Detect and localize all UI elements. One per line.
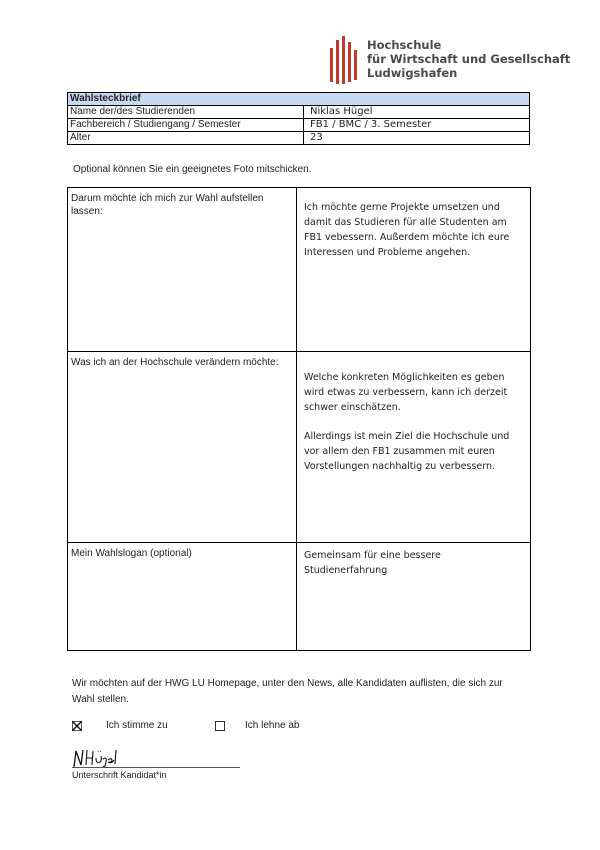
section-label-changes: Was ich an der Hochschule verändern möchte: (68, 352, 297, 543)
university-logo (330, 36, 571, 86)
info-value-age[interactable]: 23 (304, 132, 530, 145)
handwritten-signature (72, 747, 132, 769)
answer-paragraph: Ich möchte gerne Projekte umsetzen und damit das Studieren für alle Studenten am FB1 vebessern. Außerdem möchte ich eure Interessen und Probleme angehen. (304, 202, 510, 258)
info-label-program: Fachbereich / Studiengang / Semester (68, 119, 304, 132)
logo-bars-icon (330, 36, 362, 84)
answer-paragraph: Welche konkreten Möglichkeiten es geben wird etwas zu verbessern, kann ich derzeit schwer einschätzen. (304, 372, 508, 413)
logo-text (367, 38, 570, 80)
section-row-changes (68, 352, 531, 543)
consent-agree-option[interactable] (72, 720, 168, 731)
logo-line-2: für Wirtschaft und Gesellschaft (367, 52, 571, 66)
signature-line (72, 767, 240, 768)
info-label-age: Alter (68, 132, 304, 145)
section-row-slogan (68, 543, 531, 651)
info-label-name: Name der/des Studierenden (68, 106, 304, 119)
section-label-motivation: Darum möchte ich mich zur Wahl aufstellen lassen: (68, 188, 297, 352)
logo-line-1: Hochschule (367, 38, 442, 52)
consent-text: Wir möchten auf der HWG LU Homepage, unter den News, alle Kandidaten auflisten, die sich zur Wahl stellen. (72, 678, 503, 705)
consent-agree-label: Ich stimme zu (106, 720, 168, 731)
info-table (67, 92, 530, 145)
section-label-slogan: Mein Wahlslogan (optional) (68, 543, 297, 651)
consent-disagree-option[interactable] (215, 720, 300, 731)
checkbox-unchecked-icon[interactable] (215, 721, 225, 731)
info-row-age (68, 132, 530, 145)
checkbox-checked-icon[interactable] (72, 721, 82, 731)
optional-photo-note: Optional können Sie ein geeignetes Foto mitschicken. (73, 164, 312, 175)
candidate-statement-table (67, 187, 531, 651)
section-answer-slogan[interactable] (297, 543, 531, 651)
logo-line-3: Ludwigshafen (367, 66, 458, 80)
signature-label: Unterschrift Kandidat*in (72, 770, 167, 780)
answer-paragraph: Gemeinsam für eine bessere Studienerfahrung (304, 550, 441, 576)
section-answer-changes[interactable] (297, 352, 531, 543)
info-row-program (68, 119, 530, 132)
section-answer-motivation[interactable] (297, 188, 531, 352)
info-table-header (68, 93, 530, 106)
consent-disagree-label: Ich lehne ab (245, 720, 300, 731)
form-title: Wahlsteckbrief (68, 93, 530, 106)
section-row-motivation (68, 188, 531, 352)
info-value-name[interactable]: Niklas Hügel (304, 106, 530, 119)
info-value-program[interactable]: FB1 / BMC / 3. Semester (304, 119, 530, 132)
info-row-name (68, 106, 530, 119)
answer-paragraph: Allerdings ist mein Ziel die Hochschule und vor allem den FB1 zusammen mit euren Vorstellungen nachhaltig zu verbessern. (304, 431, 510, 472)
